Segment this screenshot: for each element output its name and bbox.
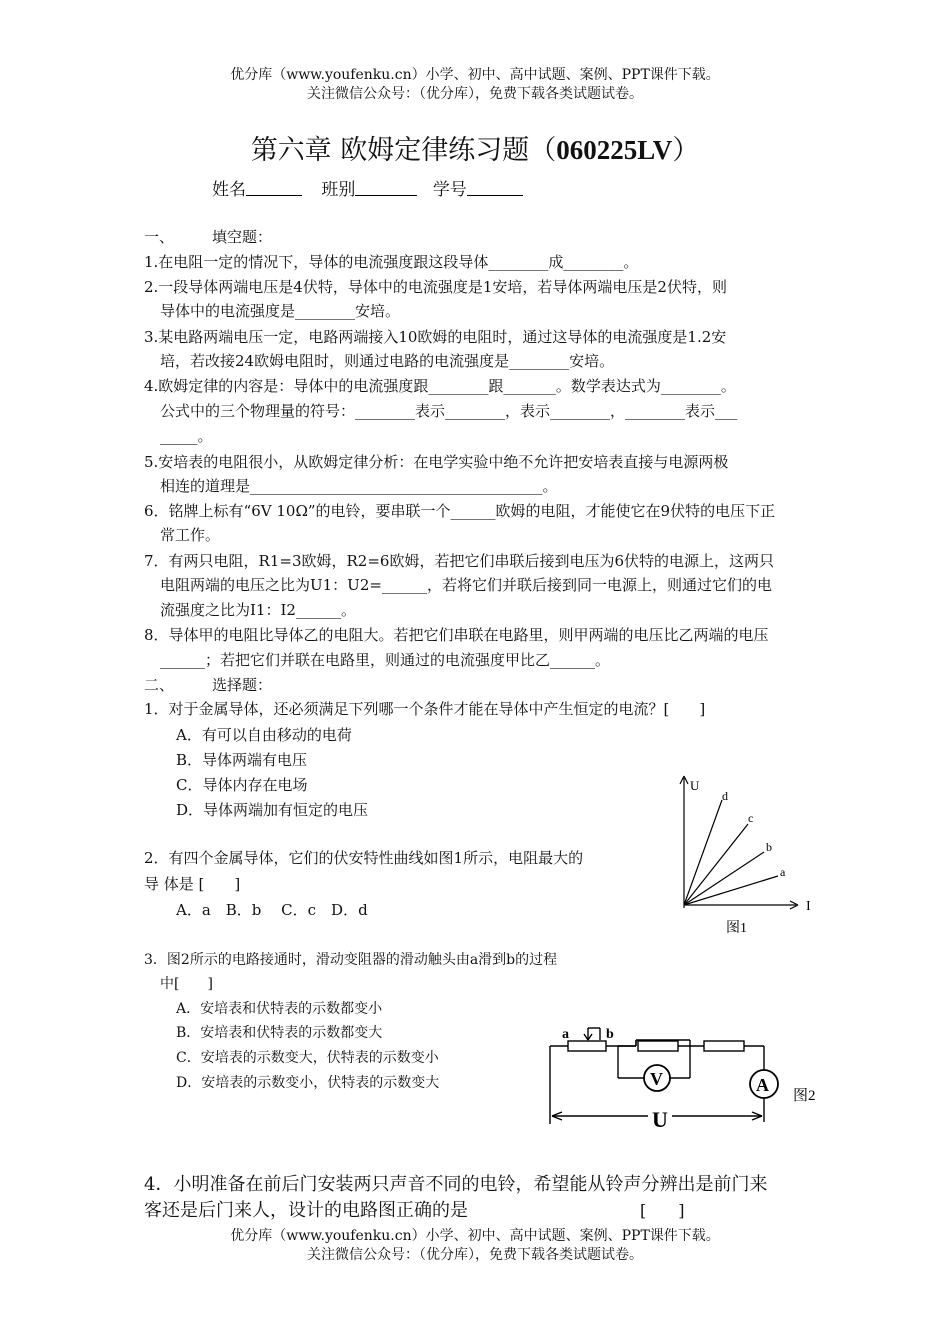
fill-q3-line2: 培，若改接24欧姆电阻时，则通过电路的电流强度是________安培。 <box>160 352 615 370</box>
choice-q3-option-b: B．安培表和伏特表的示数都变大 <box>176 1025 383 1041</box>
class-label: 班别 <box>321 180 356 200</box>
fill-q8-line2: ______；若把它们并联在电路里，则通过的电流强度甲比乙______。 <box>160 651 611 669</box>
choice-q4-bracket: [ ] <box>640 1201 685 1220</box>
choice-q3-option-a: A．安培表和伏特表的示数都变小 <box>176 1001 383 1017</box>
fill-q7-line3: 流强度之比为I1：I2______。 <box>160 601 356 619</box>
figure-2-circuit <box>540 1020 840 1132</box>
figure-1-caption: 图1 <box>726 921 747 936</box>
fill-q5-line2: 相连的道理是_______________________________________。 <box>160 477 558 495</box>
choice-q1-option-b: B．导体两端有电压 <box>176 751 308 769</box>
fill-q4-line2: 公式中的三个物理量的符号：________表示________，表示________，________表示___ <box>160 402 738 420</box>
choice-q1-option-c: C．导体内存在电场 <box>176 776 308 794</box>
choice-q4-line1: 4．小明准备在前后门安装两只声音不同的电铃，希望能从铃声分辨出是前门来 <box>144 1174 768 1195</box>
fill-q7-line2: 电阻两端的电压之比为U1：U2=______，若将它们并联后接到同一电源上，则通过它们的电 <box>160 576 772 594</box>
header-line-2: 关注微信公众号：（优分库），免费下载各类试题试卷。 <box>307 86 643 102</box>
section1-label: 一、 <box>144 228 175 246</box>
fill-q1: 1.在电阻一定的情况下，导体的电流强度跟这段导体________成________。 <box>144 253 639 271</box>
resistor-2 <box>704 1041 744 1051</box>
figure-1-ui-graph <box>672 772 832 942</box>
fill-q8-line1: 8．导体甲的电阻比导体乙的电阻大。若把它们串联在电路里，则甲两端的电压比乙两端的电压 <box>144 626 769 644</box>
section1-heading: 填空题： <box>212 228 273 246</box>
choice-q1-option-a: A．有可以自由移动的电荷 <box>176 726 352 744</box>
name-blank[interactable] <box>246 179 302 196</box>
number-blank[interactable] <box>467 179 523 196</box>
title-text: 第六章 欧姆定律练习题（ <box>250 135 557 166</box>
fill-q5-line1: 5.安培表的电阻很小，从欧姆定律分析：在电学实验中绝不允许把安培表直接与电源两极 <box>144 453 729 471</box>
line-c-label: c <box>748 811 754 825</box>
y-axis-label: U <box>690 778 700 793</box>
fill-q4-line3: _____。 <box>160 427 213 445</box>
label-b: b <box>606 1027 614 1042</box>
line-b <box>684 852 764 905</box>
title-code: 060225LV <box>556 135 673 165</box>
name-label: 姓名 <box>212 180 246 200</box>
fill-q3-line1: 3.某电路两端电压一定，电路两端接入10欧姆的电阻时，通过这导体的电流强度是1.2安 <box>144 328 727 346</box>
choice-q1-option-d: D．导体两端加有恒定的电压 <box>176 801 369 819</box>
fill-q2-line2: 导体中的电流强度是________安培。 <box>160 302 401 320</box>
rheostat <box>568 1041 606 1051</box>
fill-q2-line1: 2.一段导体两端电压是4伏特，导体中的电流强度是1安培，若导体两端电压是2伏特，则 <box>144 278 727 296</box>
number-label: 学号 <box>432 180 467 200</box>
choice-q3-stem-2: 中[ ] <box>160 976 213 992</box>
choice-q2-stem-1: 2．有四个金属导体，它们的伏安特性曲线如图1所示，电阻最大的 <box>144 849 584 867</box>
fill-q7-line1: 7．有两只电阻，R1=3欧姆，R2=6欧姆，若把它们串联后接到电压为6伏特的电源上，这两只 <box>144 552 774 570</box>
student-info-line <box>212 175 523 200</box>
choice-q3-option-d: D．安培表的示数变小，伏特表的示数变大 <box>176 1075 440 1091</box>
page-title <box>0 128 950 167</box>
choice-q3-option-c: C．安培表的示数变大，伏特表的示数变小 <box>176 1050 439 1066</box>
fill-q6-line2: 常工作。 <box>160 526 221 544</box>
fill-q4-line1: 4.欧姆定律的内容是：导体中的电流强度跟________跟_______。数学表达式为________。 <box>144 377 736 395</box>
footer-line-2: 关注微信公众号：（优分库），免费下载各类试题试卷。 <box>307 1247 643 1263</box>
choice-q2-options: A．a B．b C．c D．d <box>176 901 368 919</box>
voltmeter-label: V <box>650 1069 663 1089</box>
class-blank[interactable] <box>355 179 417 196</box>
fill-q6-line1: 6．铭牌上标有“6V 10Ω”的电铃，要串联一个______欧姆的电阻，才能使它在9伏特的电压下正 <box>144 502 776 520</box>
line-d <box>684 800 722 905</box>
x-axis-label: I <box>806 899 811 914</box>
line-c <box>684 824 748 905</box>
figure-2-caption: 图2 <box>793 1088 816 1104</box>
line-a-label: a <box>780 865 786 879</box>
footer-line-1: 优分库（www.youfenku.cn）小学、初中、高中试题、案例、PPT课件下载。 <box>230 1228 720 1244</box>
voltage-label: U <box>652 1107 668 1132</box>
line-b-label: b <box>766 840 772 854</box>
resistor-1 <box>638 1041 678 1051</box>
header-line-1: 优分库（www.youfenku.cn）小学、初中、高中试题、案例、PPT课件下载。 <box>230 67 720 83</box>
section2-heading: 选择题： <box>212 676 273 694</box>
section2-label: 二、 <box>144 676 175 694</box>
ammeter-label: A <box>756 1075 769 1095</box>
title-close: ） <box>672 135 700 166</box>
label-a: a <box>562 1027 569 1042</box>
choice-q2-stem-2: 导 体是 [ ] <box>144 875 241 893</box>
choice-q4-line2: 客还是后门来人，设计的电路图正确的是 <box>144 1200 468 1221</box>
choice-q1-stem: 1．对于金属导体，还必须满足下列哪一个条件才能在导体中产生恒定的电流？[ ] <box>144 700 706 718</box>
line-d-label: d <box>722 789 728 803</box>
line-a <box>684 876 778 905</box>
choice-q3-stem-1: 3．图2所示的电路接通时，滑动变阻器的滑动触头由a滑到b的过程 <box>144 952 558 968</box>
